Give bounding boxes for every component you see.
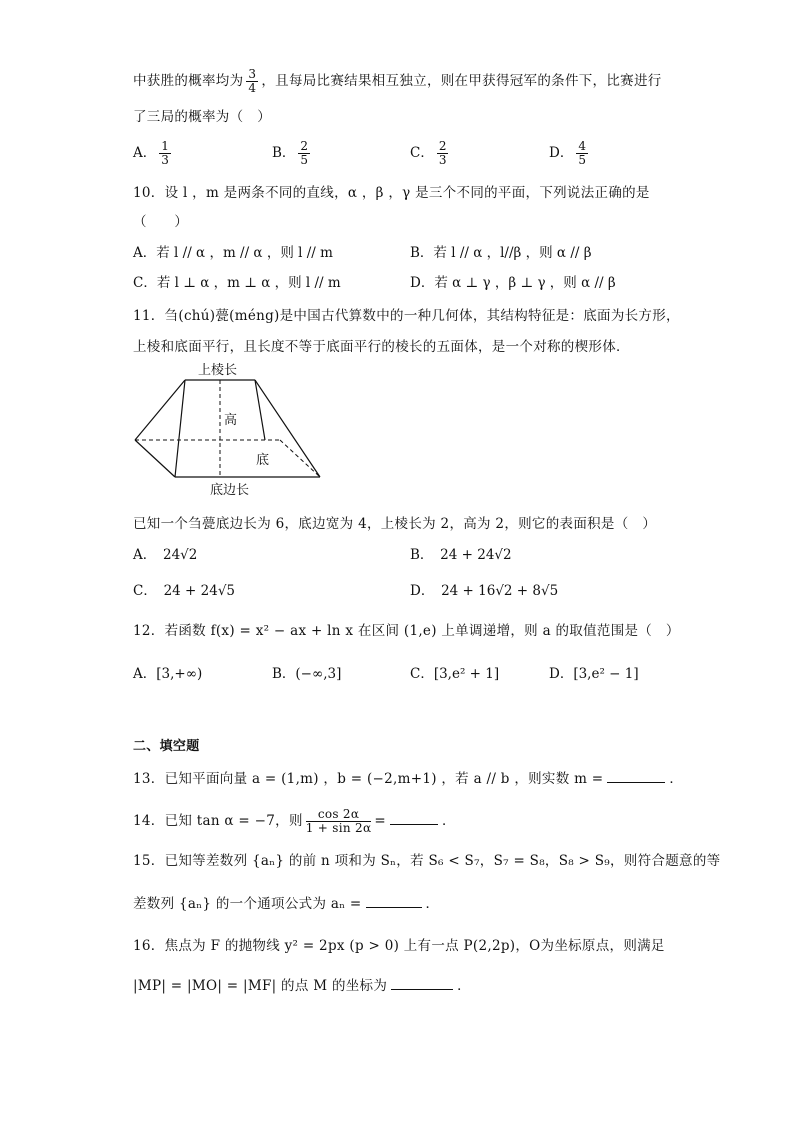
fig-base-label: 底 [256,453,270,468]
q9-option-a: A． $\frac{1}{3}$ [133,139,169,167]
answer-blank [366,895,422,908]
fig-top-label: 上棱长 [198,363,238,378]
q9-option-b: B． $\frac{2}{5}$ [272,139,309,167]
q9-option-d: D． $\frac{4}{5}$ [549,139,586,167]
q10-option-a: A．若 l // α ，m // α ，则 l // m [133,245,333,261]
q10-option-c: C．若 l ⊥ α ，m ⊥ α ，则 l // m [133,275,341,291]
answer-blank [607,770,665,783]
answer-blank [390,812,438,825]
q9-line1: 中获胜的概率均为 $\frac{3}{4}$ ，且每局比赛结果相互独立，则在甲获得冠军的条件下，比赛进行 [133,67,662,95]
q14-line: 14．已知 tan α = −7，则 $\frac{\cos 2\alpha}{1 + \sin 2\alpha}$ = ． [133,807,456,835]
q9-option-c: C． $\frac{2}{3}$ [410,139,447,167]
q11-option-c: C． 24 + 24√5 [133,583,236,599]
q11-option-a: A． 24√2 [133,547,198,563]
q10-option-b: B．若 l // α ，l//β ，则 α // β [410,245,592,261]
fig-height-label: 高 [224,413,238,428]
q14-fraction: $\frac{\cos 2\alpha}{1 + \sin 2\alpha}$ [305,807,372,835]
q11-line2: 上棱和底面平行，且长度不等于底面平行的棱长的五面体，是一个对称的楔形体． [133,339,630,355]
q10-line1: 10．设 l ，m 是两条不同的直线，α ，β ，γ 是三个不同的平面，下列说法正确的是 [133,185,650,201]
q9-line2: 了三局的概率为（ ） [133,109,271,125]
section-heading: 二、填空题 [133,739,200,754]
chumeng-figure [130,360,330,500]
q11-option-d: D． 24 + 16√2 + 8√5 [410,583,559,599]
q16-line2: |MP| = |MO| = |MF| 的点 M 的坐标为 ． [133,978,471,994]
q9-fraction: $\frac{3}{4}$ [248,67,257,95]
q12-option-a: A．[3,+∞) [133,666,203,682]
q11-line3: 已知一个刍甍底边长为 6，底边宽为 4，上棱长为 2，高为 2，则它的表面积是（ ） [133,516,657,532]
q11-option-b: B． 24 + 24√2 [410,547,512,563]
q16-line1: 16．焦点为 F 的抛物线 y² = 2px (p > 0) 上有一点 P(2,2p)，O为坐标原点，则满足 [133,938,665,954]
q12-option-b: B．(−∞,3] [272,666,342,682]
q10-line2: （ ） [133,214,189,230]
q10-option-d: D．若 α ⊥ γ ，β ⊥ γ ，则 α // β [410,275,616,291]
q11-line1: 11．刍(chú)甍(méng)是中国古代算数中的一种几何体，其结构特征是：底面为长方形， [133,308,680,324]
q12-option-d: D．[3,e² − 1] [549,666,639,682]
q12-option-c: C．[3,e² + 1] [410,666,500,682]
answer-blank [391,977,453,990]
q13-line: 13．已知平面向量 a = (1,m) ，b = (−2,m+1) ，若 a // b ，则实数 m = ． [133,771,684,787]
q15-line2: 差数列 {aₙ} 的一个通项公式为 aₙ = ． [133,896,440,912]
q12-line1: 12．若函数 f(x) = x² − ax + ln x 在区间 (1,e) 上单调递增，则 a 的取值范围是（ ） [133,623,680,639]
fig-bottom-label: 底边长 [210,483,250,498]
q15-line1: 15．已知等差数列 {aₙ} 的前 n 项和为 Sₙ，若 S₆ < S₇，S₇ = S₈，S₈ > S₉，则符合题意的等 [133,853,721,869]
